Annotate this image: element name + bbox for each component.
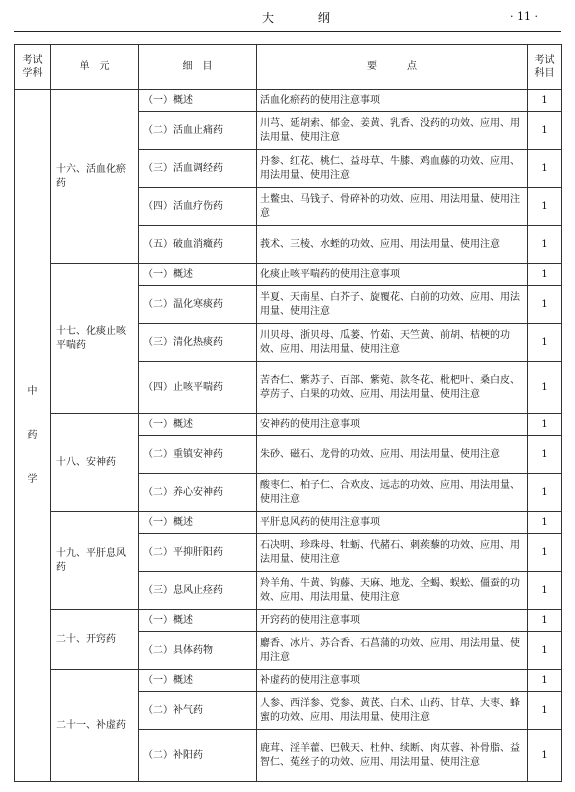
unit-name: 十七、化痰止咳平喘药 (51, 264, 139, 414)
points-cell: 人参、西洋参、党参、黄芪、白术、山药、甘草、大枣、蜂蜜的功效、应用、用法用量、使用注意 (257, 692, 528, 730)
points-cell: 安神药的使用注意事项 (257, 414, 528, 436)
item-cell: （三）活血调经药 (139, 150, 257, 188)
level-cell: 1 (528, 226, 562, 264)
level-cell: 1 (528, 436, 562, 474)
points-cell: 开窍药的使用注意事项 (257, 610, 528, 632)
level-cell: 1 (528, 670, 562, 692)
subject-char: 学 (27, 473, 38, 485)
col-header-item: 细 目 (139, 45, 257, 90)
item-cell: （一）概述 (139, 414, 257, 436)
points-cell: 羚羊角、牛黄、钩藤、天麻、地龙、全蝎、蜈蚣、僵蚕的功效、应用、用法用量、使用注意 (257, 572, 528, 610)
level-cell: 1 (528, 572, 562, 610)
item-cell: （一）概述 (139, 264, 257, 286)
subject-char: 药 (27, 429, 38, 441)
item-cell: （三）清化热痰药 (139, 324, 257, 362)
table-row (15, 670, 562, 692)
points-cell: 朱砂、磁石、龙骨的功效、应用、用法用量、使用注意 (257, 436, 528, 474)
item-cell: （二）平抑肝阳药 (139, 534, 257, 572)
unit-name: 十八、安神药 (51, 414, 139, 512)
header-rule (14, 31, 561, 32)
level-cell: 1 (528, 264, 562, 286)
table-row (15, 610, 562, 632)
points-cell: 麝香、冰片、苏合香、石菖蒲的功效、应用、用法用量、使用注意 (257, 632, 528, 670)
level-cell: 1 (528, 610, 562, 632)
level-cell: 1 (528, 150, 562, 188)
running-header-title: 大 纲 (262, 11, 350, 25)
points-cell: 莪术、三棱、水蛭的功效、应用、用法用量、使用注意 (257, 226, 528, 264)
item-cell: （二）重镇安神药 (139, 436, 257, 474)
unit-name: 二十一、补虚药 (51, 670, 139, 782)
level-cell: 1 (528, 512, 562, 534)
points-cell: 补虚药的使用注意事项 (257, 670, 528, 692)
syllabus-table (14, 44, 562, 782)
unit-name: 二十、开窍药 (51, 610, 139, 670)
unit-name: 十六、活血化瘀药 (51, 90, 139, 264)
item-cell: （五）破血消癥药 (139, 226, 257, 264)
table-header-row (15, 45, 562, 90)
level-cell: 1 (528, 286, 562, 324)
subject-char: 中 (27, 385, 38, 397)
item-cell: （二）养心安神药 (139, 474, 257, 512)
level-cell: 1 (528, 730, 562, 782)
item-cell: （一）概述 (139, 610, 257, 632)
points-cell: 活血化瘀药的使用注意事项 (257, 90, 528, 112)
item-cell: （一）概述 (139, 670, 257, 692)
item-cell: （一）概述 (139, 90, 257, 112)
points-cell: 苦杏仁、紫苏子、百部、紫菀、款冬花、枇杷叶、桑白皮、葶苈子、白果的功效、应用、用法用量、使用注意 (257, 362, 528, 414)
level-cell: 1 (528, 692, 562, 730)
item-cell: （四）活血疗伤药 (139, 188, 257, 226)
points-cell: 石决明、珍珠母、牡蛎、代赭石、刺蒺藜的功效、应用、用法用量、使用注意 (257, 534, 528, 572)
level-cell: 1 (528, 632, 562, 670)
item-cell: （二）补气药 (139, 692, 257, 730)
table-row (15, 512, 562, 534)
item-cell: （三）息风止痉药 (139, 572, 257, 610)
level-cell: 1 (528, 534, 562, 572)
level-cell: 1 (528, 90, 562, 112)
points-cell: 平肝息风药的使用注意事项 (257, 512, 528, 534)
table-row (15, 264, 562, 286)
item-cell: （二）活血止痛药 (139, 112, 257, 150)
col-header-unit: 单 元 (51, 45, 139, 90)
col-header-points: 要 点 (257, 45, 528, 90)
points-cell: 酸枣仁、柏子仁、合欢皮、远志的功效、应用、用法用量、使用注意 (257, 474, 528, 512)
points-cell: 土鳖虫、马钱子、骨碎补的功效、应用、用法用量、使用注意 (257, 188, 528, 226)
item-cell: （一）概述 (139, 512, 257, 534)
col-header-subject: 考试 学科 (15, 45, 51, 90)
level-cell: 1 (528, 474, 562, 512)
level-cell: 1 (528, 414, 562, 436)
page-number: · 11 · (510, 10, 538, 23)
level-cell: 1 (528, 112, 562, 150)
table-row (15, 90, 562, 112)
points-cell: 川贝母、浙贝母、瓜蒌、竹茹、天竺黄、前胡、桔梗的功效、应用、用法用量、使用注意 (257, 324, 528, 362)
points-cell: 半夏、天南星、白芥子、旋覆花、白前的功效、应用、用法用量、使用注意 (257, 286, 528, 324)
item-cell: （二）温化寒痰药 (139, 286, 257, 324)
item-cell: （四）止咳平喘药 (139, 362, 257, 414)
level-cell: 1 (528, 188, 562, 226)
points-cell: 川芎、延胡索、郁金、姜黄、乳香、没药的功效、应用、用法用量、使用注意 (257, 112, 528, 150)
points-cell: 鹿茸、淫羊藿、巴戟天、杜仲、续断、肉苁蓉、补骨脂、益智仁、菟丝子的功效、应用、用法用量、使用注意 (257, 730, 528, 782)
level-cell: 1 (528, 362, 562, 414)
points-cell: 丹参、红花、桃仁、益母草、牛膝、鸡血藤的功效、应用、用法用量、使用注意 (257, 150, 528, 188)
item-cell: （二）具体药物 (139, 632, 257, 670)
table-row (15, 414, 562, 436)
table-body (15, 90, 562, 782)
subject-cell (15, 90, 51, 782)
level-cell: 1 (528, 324, 562, 362)
points-cell: 化痰止咳平喘药的使用注意事项 (257, 264, 528, 286)
col-header-level: 考试 科目 (528, 45, 562, 90)
item-cell: （二）补阳药 (139, 730, 257, 782)
unit-name: 十九、平肝息风药 (51, 512, 139, 610)
